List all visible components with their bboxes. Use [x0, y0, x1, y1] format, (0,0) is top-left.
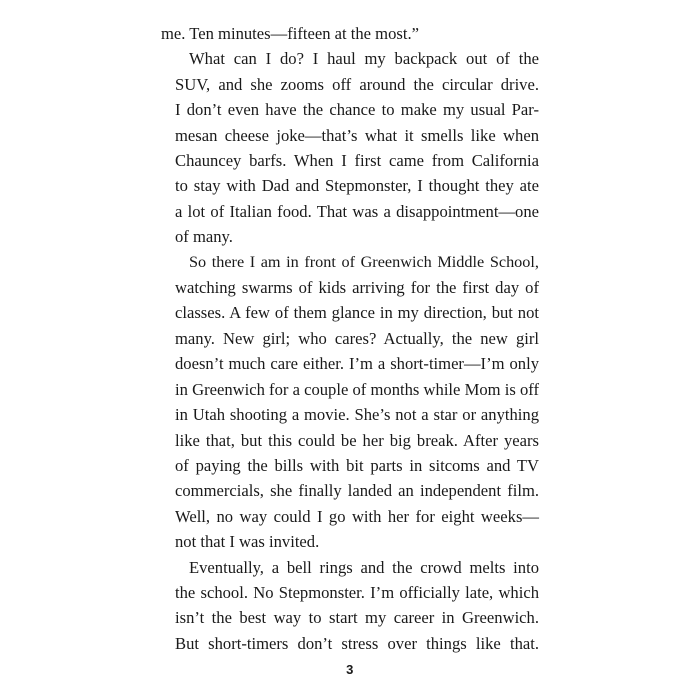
- text-line: isn’t the best way to start my career in Greenwich.: [175, 608, 539, 628]
- text-line: many. New girl; who cares? Actually, the new girl: [175, 328, 539, 348]
- text-line: So there I am in front of Greenwich Middle School,: [189, 252, 539, 271]
- text-line: Eventually, a bell rings and the crowd melts into: [189, 557, 539, 577]
- text-line: What can I do? I haul my backpack out of the: [189, 49, 539, 69]
- text-line: But short-timers don’t stress over things like that.: [175, 633, 539, 653]
- text-line: doesn’t much care either. I’m a short-timer—I’m only: [175, 354, 539, 374]
- text-line: I don’t even have the chance to make my usual Par-: [175, 100, 539, 120]
- page-number: 3: [346, 662, 354, 677]
- paragraph: [161, 250, 539, 555]
- paragraph: [161, 21, 539, 46]
- text-line: of many.: [175, 227, 233, 247]
- text-line: me. Ten minutes—fifteen at the most.”: [161, 24, 419, 43]
- text-line: like that, but this could be her big break. After years: [175, 430, 539, 450]
- text-line: classes. A few of them glance in my direction, but not: [175, 303, 539, 323]
- text-line: in Greenwich for a couple of months while Mom is off: [175, 379, 539, 399]
- text-line: not that I was invited.: [175, 532, 320, 552]
- body-text: [161, 21, 539, 656]
- text-line: commercials, she finally landed an independent film.: [175, 481, 539, 501]
- text-line: SUV, and she zooms off around the circular drive.: [175, 74, 539, 94]
- text-line: Chauncey barfs. When I first came from California: [175, 151, 539, 171]
- text-line: the school. No Stepmonster. I’m officially late, which: [175, 582, 539, 602]
- text-line: to stay with Dad and Stepmonster, I thought they ate: [175, 176, 539, 196]
- paragraph: [161, 46, 539, 249]
- text-line: watching swarms of kids arriving for the first day of: [175, 278, 539, 298]
- paragraph: [161, 555, 539, 657]
- text-line: in Utah shooting a movie. She’s not a star or anything: [175, 405, 539, 425]
- text-line: of paying the bills with bit parts in sitcoms and TV: [175, 455, 539, 475]
- text-line: a lot of Italian food. That was a disappointment—one: [175, 201, 539, 221]
- text-line: Well, no way could I go with her for eight weeks—: [175, 506, 539, 526]
- text-line: mesan cheese joke—that’s what it smells like when: [175, 125, 539, 145]
